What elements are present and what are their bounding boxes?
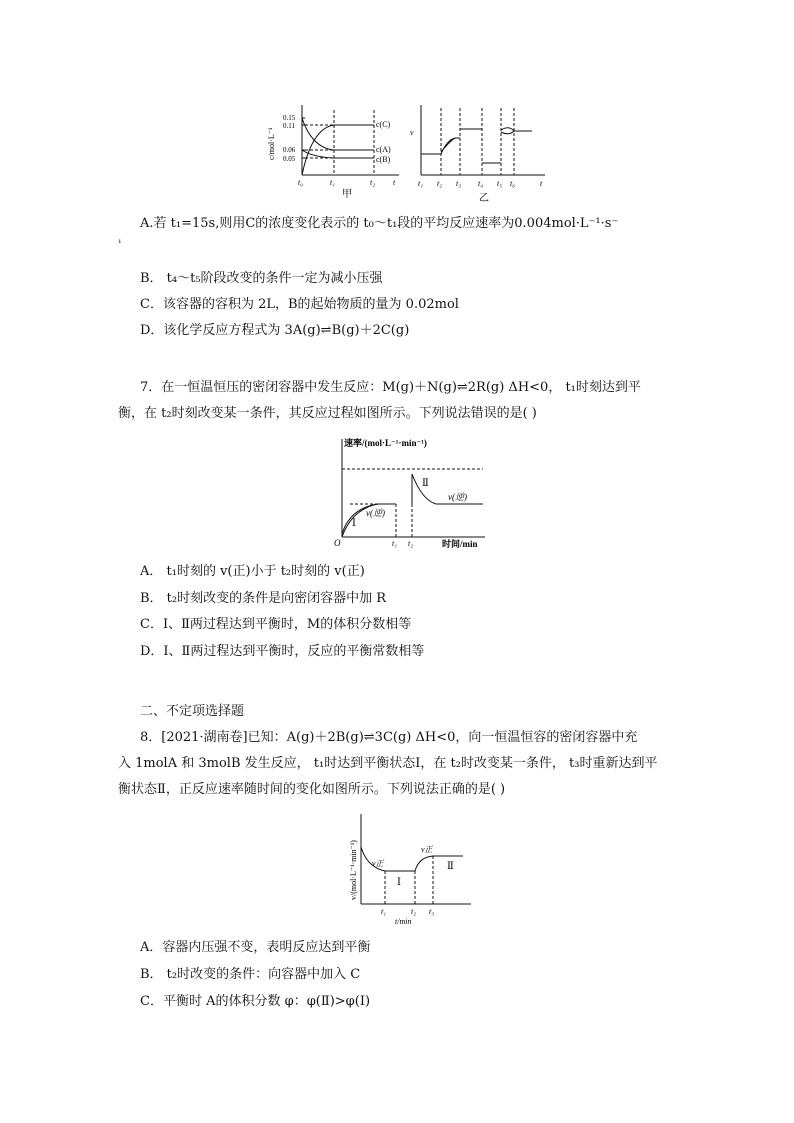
curve-c-A: [302, 118, 374, 150]
q8-xtick-t1: t₁: [381, 907, 387, 916]
yi-xtick-5: t₆: [510, 179, 516, 188]
q6-option-d: D．该化学反应方程式为 3A(g)⇌B(g)＋2C(g): [140, 323, 410, 338]
q8-label-II: Ⅱ: [447, 861, 454, 872]
q7-vni-2: v(逆): [448, 492, 467, 502]
q8-curve-I: [361, 847, 415, 871]
q8-option-b: B． t₂时改变的条件：向容器中加入 C: [140, 967, 361, 982]
q8-xtick-t2: t₂: [411, 907, 417, 916]
q7-stem-line1: 7．在一恒温恒压的密闭容器中发生反应：M(g)＋N(g)⇌2R(g) ΔH<0， t₁时刻达到平: [140, 380, 641, 395]
q7-option-c: C．Ⅰ、Ⅱ两过程达到平衡时，M的体积分数相等: [140, 617, 412, 632]
q7-option-a: A． t₁时刻的 v(正)小于 t₂时刻的 v(正): [140, 564, 365, 579]
q7-stem-line2: 衡，在 t₂时刻改变某一条件，其反应过程如图所示。下列说法错误的是( ): [118, 406, 537, 421]
jia-curve-label-B: c(B): [376, 155, 391, 164]
q7-rate-chart: [330, 434, 495, 552]
section-heading: 二、不定项选择题: [140, 704, 245, 719]
yi-xtick-0: t₁: [418, 179, 424, 188]
q8-stem-line3: 衡状态Ⅱ，正反应速率随时间的变化如图所示。下列说法正确的是( ): [118, 782, 506, 797]
q8-rate-chart: [345, 812, 475, 930]
yi-xtick-6: t: [540, 179, 543, 188]
q7-option-b: B． t₂时刻改变的条件是向密闭容器中加 R: [140, 591, 387, 606]
q6-option-a-line2: ¹: [118, 239, 122, 249]
yi-xtick-2: t₃: [456, 179, 462, 188]
jia-xtick-2: t₂: [370, 178, 376, 187]
q7-option-d: D．Ⅰ、Ⅱ两过程达到平衡时，反应的平衡常数相等: [140, 644, 425, 659]
q7-origin: O: [334, 538, 341, 548]
yi-xtick-4: t₅: [497, 179, 503, 188]
jia-ytick-2: 0.06: [283, 146, 296, 154]
yi-xtick-1: t₂: [437, 179, 443, 188]
q8-xlabel: t/min: [395, 917, 412, 926]
q7-xlabel: 时间/min: [442, 539, 478, 549]
q7-xtick-t2: t₂: [408, 539, 414, 548]
q7-label-II: Ⅱ: [422, 478, 429, 489]
q6-option-c: C．该容器的容积为 2L，B的起始物质的量为 0.02mol: [140, 297, 459, 312]
jia-ytick-3: 0.05: [283, 155, 296, 163]
jia-ylabel: c/mol·L⁻¹: [267, 127, 276, 160]
q7-label-I: Ⅰ: [352, 518, 356, 529]
yi-caption: 乙: [479, 193, 489, 204]
q6-option-b: B． t₄～t₅阶段改变的条件一定为减小压强: [140, 271, 383, 286]
q7-vni-1: v(逆): [366, 508, 385, 518]
figure-yi: [405, 100, 550, 204]
jia-xtick-0: t₀: [298, 178, 304, 187]
q7-xtick-t1: t₁: [392, 539, 398, 548]
q8-stem-line1: 8．[2021·湖南卷]已知：A(g)＋2B(g)⇌3C(g) ΔH<0，向一恒温恒容的密闭容器中充: [140, 730, 638, 745]
q8-xtick-t3: t₃: [429, 907, 435, 916]
q8-vzheng-1: v正: [372, 859, 384, 868]
q8-curve-II: [415, 856, 463, 871]
q8-option-a: A．容器内压强不变，表明反应达到平衡: [140, 940, 371, 955]
jia-ytick-1: 0.11: [283, 122, 295, 130]
q7-ylabel: 速率/(mol·L⁻¹·min⁻¹): [344, 438, 427, 448]
yi-rate-lines: [421, 128, 532, 163]
q8-option-c: C．平衡时 A的体积分数 φ：φ(Ⅱ)>φ(Ⅰ): [140, 994, 371, 1009]
q8-ylabel: v/(mol·L⁻¹·min⁻¹): [349, 840, 358, 900]
curve-c-B: [302, 150, 374, 158]
q6-option-a-line1: A.若 t₁=15s,则用C的浓度变化表示的 t₀～t₁段的平均反应速率为0.004mol·L⁻¹·s⁻: [140, 216, 619, 231]
yi-xtick-3: t₄: [478, 179, 484, 188]
jia-ytick-0: 0.15: [283, 114, 296, 122]
jia-xtick-3: t: [393, 178, 396, 187]
q8-stem-line2: 入 1molA 和 3molB 发生反应， t₁时达到平衡状态Ⅰ，在 t₂时改变某一条件， t₃时重新达到平: [118, 756, 658, 771]
jia-xtick-1: t₁: [330, 178, 336, 187]
jia-curve-label-C: c(C): [376, 120, 391, 129]
figure-jia: [262, 100, 402, 200]
q8-label-I: Ⅰ: [397, 877, 401, 888]
yi-ylabel: v: [410, 128, 414, 137]
jia-curve-label-A: c(A): [376, 145, 391, 154]
jia-caption: 甲: [342, 189, 352, 200]
q8-vzheng-2: v正: [421, 845, 433, 854]
